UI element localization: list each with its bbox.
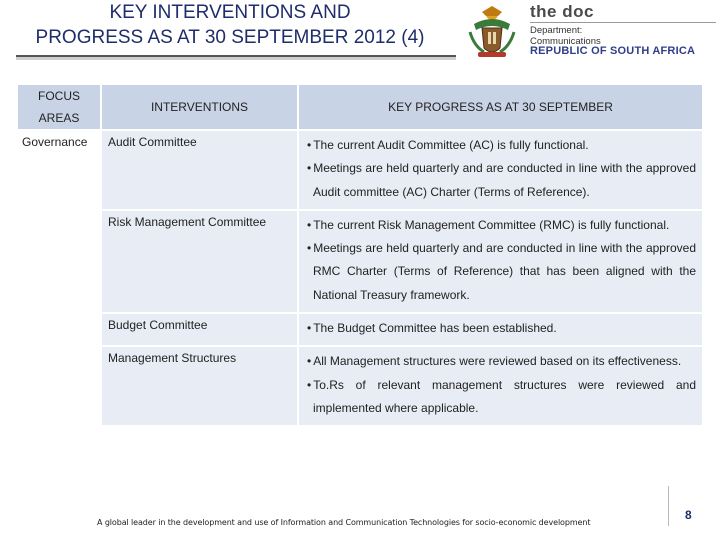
progress-cell [298,130,703,210]
table-row [18,346,703,426]
progress-text: The current Audit Committee (AC) is fully functional. [313,138,589,152]
progress-bullet [307,214,696,237]
intervention-cell: Audit Committee [101,130,298,210]
bullet-icon: • [307,321,312,336]
table-body [18,130,703,426]
progress-text: Meetings are held quarterly and are conducted in line with the approved RMC Charter (Terms of Reference) that has been aligned with the National Treasury framework. [313,241,696,302]
intervention-cell: Risk Management Committee [101,210,298,313]
logo-department [530,26,601,47]
progress-bullet [307,317,696,340]
table-row [18,313,703,346]
header-focus-line1: FOCUS [38,89,80,103]
progress-text: The Budget Committee has been established. [313,321,557,336]
logo-divider [530,22,716,23]
title-shadow [16,57,456,60]
page-number: 8 [685,508,692,522]
progress-text: To.Rs of relevant management structures were reviewed and implemented where applicable. [313,377,696,415]
logo-dept-line1: Department: [530,25,583,36]
intervention-cell: Budget Committee [101,313,298,346]
bullet-icon: • [307,377,312,392]
progress-text: All Management structures were reviewed based on its effectiveness. [313,354,682,369]
bullet-icon: • [307,217,312,232]
bullet-icon: • [307,241,312,256]
progress-cell [298,313,703,346]
slide-title-line1: KEY INTERVENTIONS AND [109,2,351,23]
bullet-icon: • [307,161,312,176]
slide-title-line2: PROGRESS AS AT 30 SEPTEMBER 2012 (4) [35,27,425,48]
progress-text: The current Risk Management Committee (RMC) is fully functional. [313,217,670,232]
progress-bullet [307,157,696,204]
progress-bullet [307,350,696,373]
footer-tagline: A global leader in the development and use of Information and Communication Technologies for socio-economic development [97,518,591,527]
progress-bullet [307,134,696,157]
progress-cell [298,210,703,313]
intervention-cell: Management Structures [101,346,298,426]
header-focus-line2: AREAS [38,111,80,125]
progress-cell [298,346,703,426]
bullet-icon: • [307,138,312,152]
progress-bullet [307,374,696,421]
logo-dept-line2: Communications [530,35,601,47]
logo-brand: the doc [530,2,594,21]
header-focus-areas [18,85,101,130]
table-row [18,130,703,210]
progress-text: Meetings are held quarterly and are conducted in line with the approved Audit committee (AC) Charter (Terms of Reference). [313,161,696,199]
table-header-row [18,85,703,130]
page-divider [668,486,669,526]
bullet-icon: • [307,354,312,369]
progress-bullet [307,237,696,307]
table-row [18,210,703,313]
logo-country: REPUBLIC OF SOUTH AFRICA [530,45,696,57]
interventions-table [18,85,704,427]
header-interventions: INTERVENTIONS [101,85,298,130]
focus-area-cell: Governance [18,130,101,426]
slide-title [0,0,460,50]
header-progress: KEY PROGRESS AS AT 30 SEPTEMBER [298,85,703,130]
coat-of-arms-icon [464,4,520,60]
